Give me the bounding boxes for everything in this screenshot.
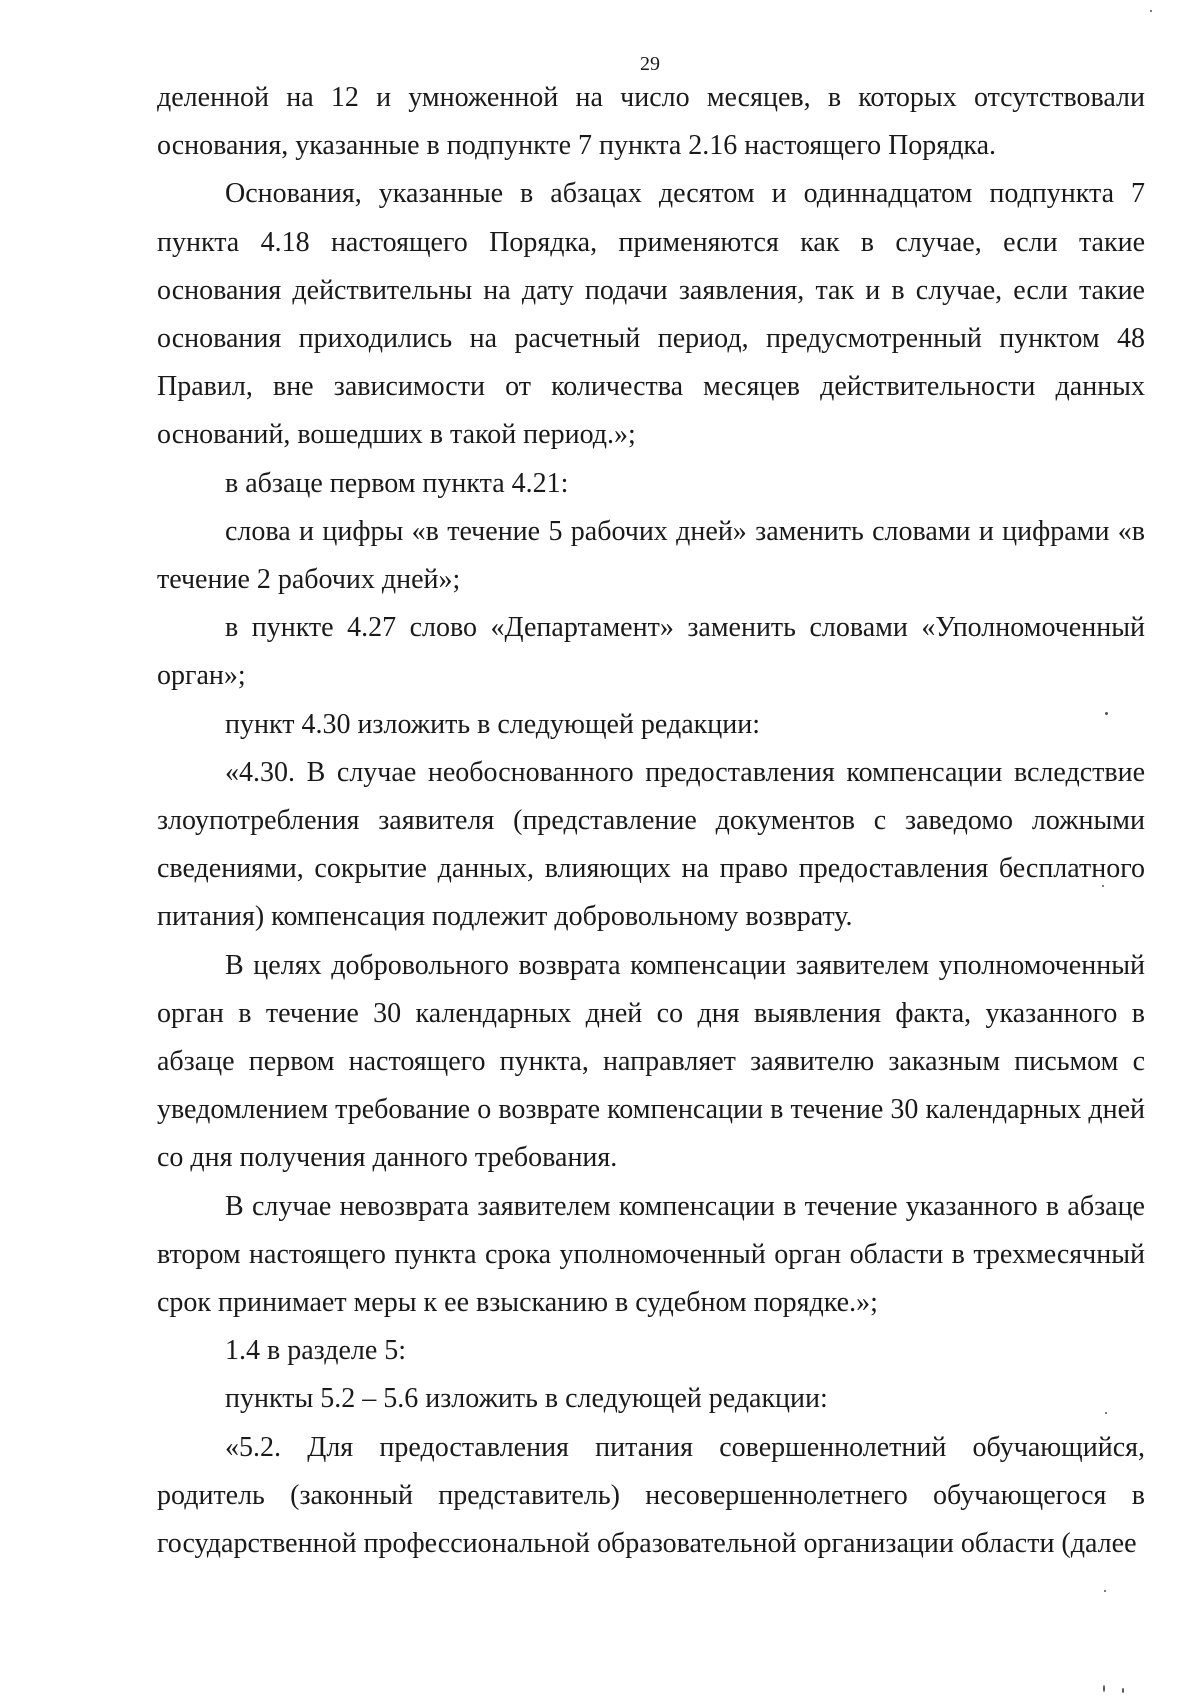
paragraph-4-30-text: «4.30. В случае необоснованного предоставления компенсации вследствие злоупотребления заявителя (представление документов с заведомо ложными сведениями, сокрытие данных, влияющих на право предоставления бесплатного питания) компенсация подлежит добровольному возврату. bbox=[157, 756, 1145, 933]
document-body bbox=[157, 74, 1145, 1568]
scan-speck bbox=[1105, 1412, 1107, 1414]
paragraph-amend-4-27: в пункте 4.27 слово «Департамент» заменить словами «Уполномоченный орган»; bbox=[157, 612, 1145, 692]
scan-speck bbox=[1103, 1685, 1105, 1692]
paragraph-5-2-text: «5.2. Для предоставления питания совершеннолетний обучающийся, родитель (законный представитель) несовершеннолетнего обучающегося в государственной профессиональной образовательной организации области (далее bbox=[157, 1431, 1145, 1560]
paragraph-amend-4-21: в абзаце первом пункта 4.21: bbox=[225, 467, 569, 499]
scan-speck bbox=[1150, 10, 1152, 12]
scan-speck bbox=[1102, 885, 1104, 887]
paragraph-amend-5-2-5-6: пункты 5.2 – 5.6 изложить в следующей редакции: bbox=[225, 1383, 828, 1415]
scan-speck bbox=[1104, 1590, 1106, 1592]
scan-speck bbox=[1122, 1688, 1124, 1693]
page-number: 29 bbox=[640, 53, 660, 75]
paragraph-replace-words: слова и цифры «в течение 5 рабочих дней» заменить словами и цифрами «в течение 2 рабочих дней»; bbox=[157, 515, 1145, 596]
paragraph-amend-4-30: пункт 4.30 изложить в следующей редакции: bbox=[225, 708, 760, 740]
paragraph-grounds: Основания, указанные в абзацах десятом и одиннадцатом подпункта 7 пункта 4.18 настоящего Порядка, применяются как в случае, если такие основания действительны на дату подачи заявления, так и в случае, если такие основания приходились на расчетный период, предусмотренный пунктом 48 Правил, вне зависимости от количества месяцев действительности данных оснований, вошедших в такой период.»; bbox=[157, 178, 1145, 451]
scan-speck bbox=[1105, 712, 1108, 715]
paragraph-continuation: деленной на 12 и умноженной на число месяцев, в которых отсутствовали основания, указанные в подпункте 7 пункта 2.16 настоящего Порядка. bbox=[157, 82, 1145, 162]
paragraph-non-return: В случае невозврата заявителем компенсации в течение указанного в абзаце втором настоящего пункта срока уполномоченный орган области в трехмесячный срок принимает меры к ее взысканию в судебном порядке.»; bbox=[157, 1190, 1145, 1319]
paragraph-section-5: 1.4 в разделе 5: bbox=[225, 1335, 407, 1367]
paragraph-voluntary-return: В целях добровольного возврата компенсации заявителем уполномоченный орган в течение 30 календарных дней со дня выявления факта, указанного в абзаце первом настоящего пункта, направляет заявителю заказным письмом с уведомлением требование о возврате компенсации в течение 30 календарных дней со дня получения данного требования. bbox=[157, 949, 1145, 1174]
